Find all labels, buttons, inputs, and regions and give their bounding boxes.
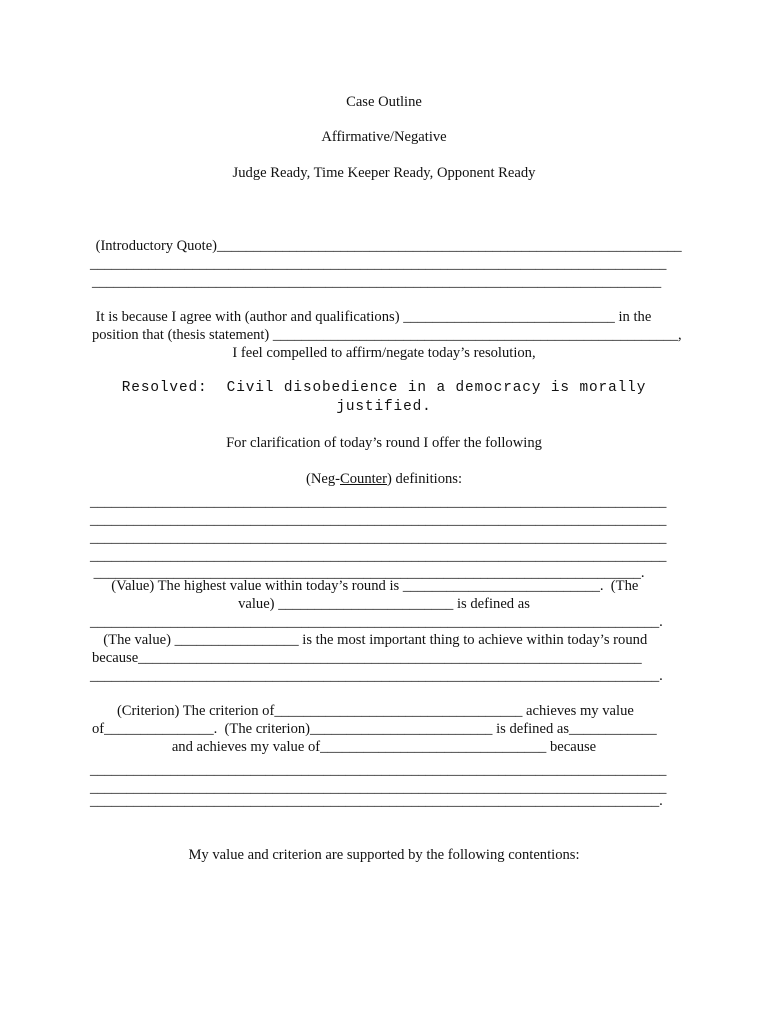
criterion-blank-line: ______________________________________________________________________________. (90, 793, 663, 809)
value-blank-line: ______________________________________________________________________________. (90, 668, 663, 684)
ready-line: Judge Ready, Time Keeper Ready, Opponent Ready (232, 165, 536, 181)
resolved-label: Resolved: (121, 380, 208, 396)
resolution-text: Civil disobedience in a democracy is morally (226, 380, 647, 396)
resolution-line (86, 380, 682, 398)
definitions-suffix: ) definitions: (387, 471, 463, 487)
intro-blank-line: _______________________________________________________________________________ (90, 256, 667, 272)
value-line: (Value) The highest value within today’s round is ___________________________. (The (104, 578, 639, 594)
value-blank-line: ______________________________________________________________________________. (90, 614, 663, 630)
criterion-line: of_______________. (The criterion)_________________________ is defined as____________ (92, 721, 657, 737)
intro-blank-line: ______________________________________________________________________________ (92, 274, 662, 290)
side-heading: Affirmative/Negative (321, 129, 447, 145)
definitions-heading (86, 471, 682, 489)
criterion-blank-line: _______________________________________________________________________________ (90, 762, 667, 778)
page-title: Case Outline (346, 94, 422, 110)
clarification-line: For clarification of today’s round I offer the following (226, 435, 542, 451)
criterion-line: (Criterion) The criterion of__________________________________ achieves my value (106, 703, 634, 719)
thesis-line: I feel compelled to affirm/negate today’s resolution, (232, 345, 536, 361)
contentions-line: My value and criterion are supported by the following contentions: (188, 847, 580, 863)
definition-blank-line: _______________________________________________________________________________ (90, 494, 667, 510)
criterion-blank-line: _______________________________________________________________________________ (90, 780, 667, 796)
criterion-line: and achieves my value of_______________________________ because (171, 739, 597, 755)
thesis-line: position that (thesis statement) ________________________________________________________, (92, 327, 682, 343)
definitions-underlined: Counter (340, 471, 388, 487)
thesis-line: It is because I agree with (author and qualifications) _____________________________ in the (92, 309, 652, 325)
value-line: value) ________________________ is defined as (238, 596, 530, 612)
value-because-line: because_____________________________________________________________________ (92, 650, 642, 666)
resolution-text: justified. (336, 399, 432, 415)
definition-blank-line: _______________________________________________________________________________ (90, 512, 667, 528)
definition-blank-line: ___________________________________________________________________________. (90, 565, 645, 581)
intro-quote-line: (Introductory Quote)________________________________________________________________ (92, 238, 682, 254)
definition-blank-line: _______________________________________________________________________________ (90, 530, 667, 546)
definitions-prefix: (Neg- (305, 471, 340, 487)
value-importance-line: (The value) _________________ is the most important thing to achieve within today’s round (96, 632, 648, 648)
definition-blank-line: _______________________________________________________________________________ (90, 548, 667, 564)
